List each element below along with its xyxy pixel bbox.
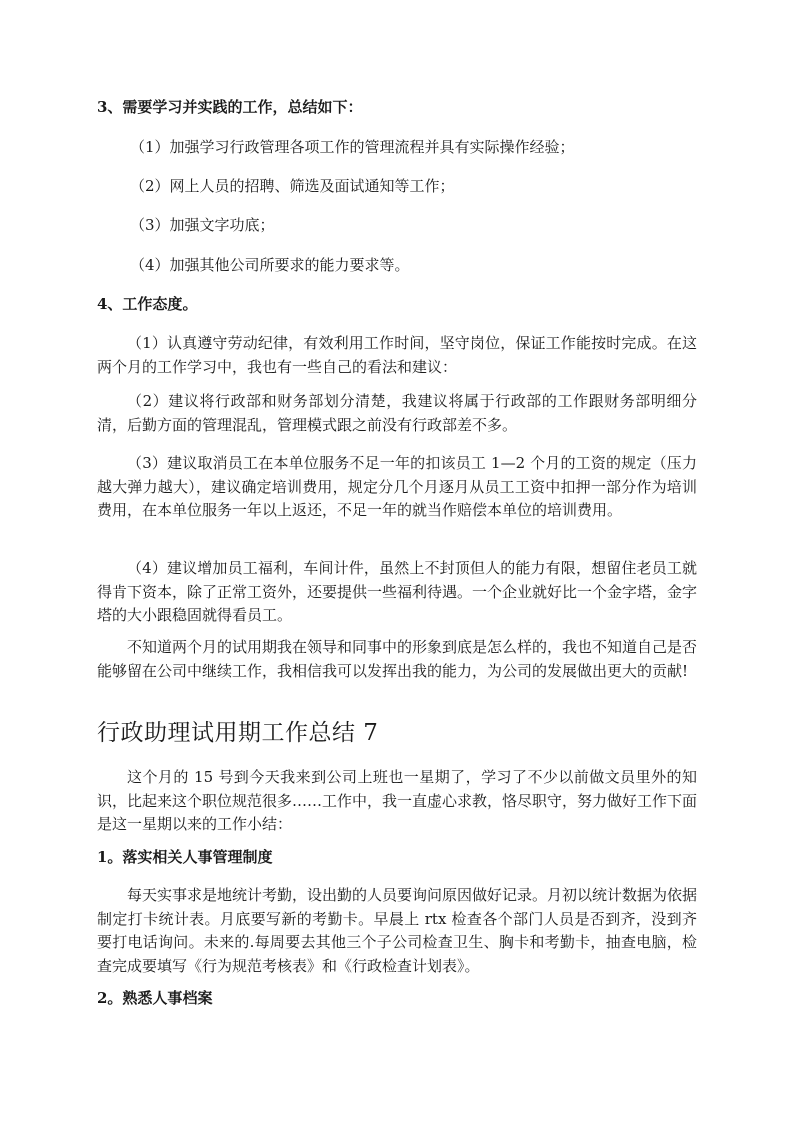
section4-closing: 不知道两个月的试用期我在领导和同事中的形象到底是怎么样的，我也不知道自己是否能够留在公司中继续工作，我相信我可以发挥出我的能力，为公司的发展做出更大的贡献! [97,638,698,680]
subsection-1-heading: 1。落实相关人事管理制度 [97,848,273,866]
article-title: 行政助理试用期工作总结 7 [97,720,379,746]
section4-heading: 4、工作态度。 [97,295,198,313]
section3-item-4: （4）加强其他公司所要求的能力要求等。 [130,256,410,274]
section3-heading: 3、需要学习并实践的工作，总结如下： [97,98,363,116]
subsection-2-heading: 2。熟悉人事档案 [97,989,213,1007]
section4-paragraph-2: （2）建议将行政部和财务部划分清楚，我建议将属于行政部的工作跟财务部明细分清，后勤方面的管理混乱，管理模式跟之前没有行政部差不多。 [97,392,697,434]
section3-item-2: （2）网上人员的招聘、筛选及面试通知等工作； [130,177,455,195]
subsection-1-body: 每天实事求是地统计考勤，设出勤的人员要询问原因做好记录。月初以统计数据为依据制定打卡统计表。月底要写新的考勤卡。早晨上 rtx 检查各个部门人员是否到齐，没到齐要打电话询问。未来的.每周要去其他三个子公司检查卫生、胸卡和考勤卡，抽查电脑，检查完成要填写《行为规范考核表》和《行政检查计划表》。 [97,886,698,975]
section4-paragraph-1: （1）认真遵守劳动纪律，有效利用工作时间，坚守岗位，保证工作能按时完成。在这两个月的工作学习中，我也有一些自己的看法和建议： [97,334,697,376]
section4-paragraph-4: （4）建议增加员工福利，车间计件，虽然上不封顶但人的能力有限，想留住老员工就得肯下资本，除了正常工资外，还要提供一些福利待遇。一个企业就好比一个金字塔，金字塔的大小跟稳固就得看员工。 [97,559,698,624]
section3-item-3: （3）加强文字功底； [130,216,275,234]
section3-item-1: （1）加强学习行政管理各项工作的管理流程并具有实际操作经验； [130,138,575,156]
section4-paragraph-3: （3）建议取消员工在本单位服务不足一年的扣该员工 1—2 个月的工资的规定（压力越大弹力越大），建议确定培训费用，规定分几个月逐月从员工工资中扣押一部分作为培训费用，在本单位服务一年以上返还，不足一年的就当作赔偿本单位的培训费用。 [97,454,697,519]
article-intro: 这个月的 15 号到今天我来到公司上班也一星期了，学习了不少以前做文员里外的知识，比起来这个职位规范很多……工作中，我一直虚心求教，恪尽职守，努力做好工作下面是这一星期以来的工作小结： [97,768,698,833]
